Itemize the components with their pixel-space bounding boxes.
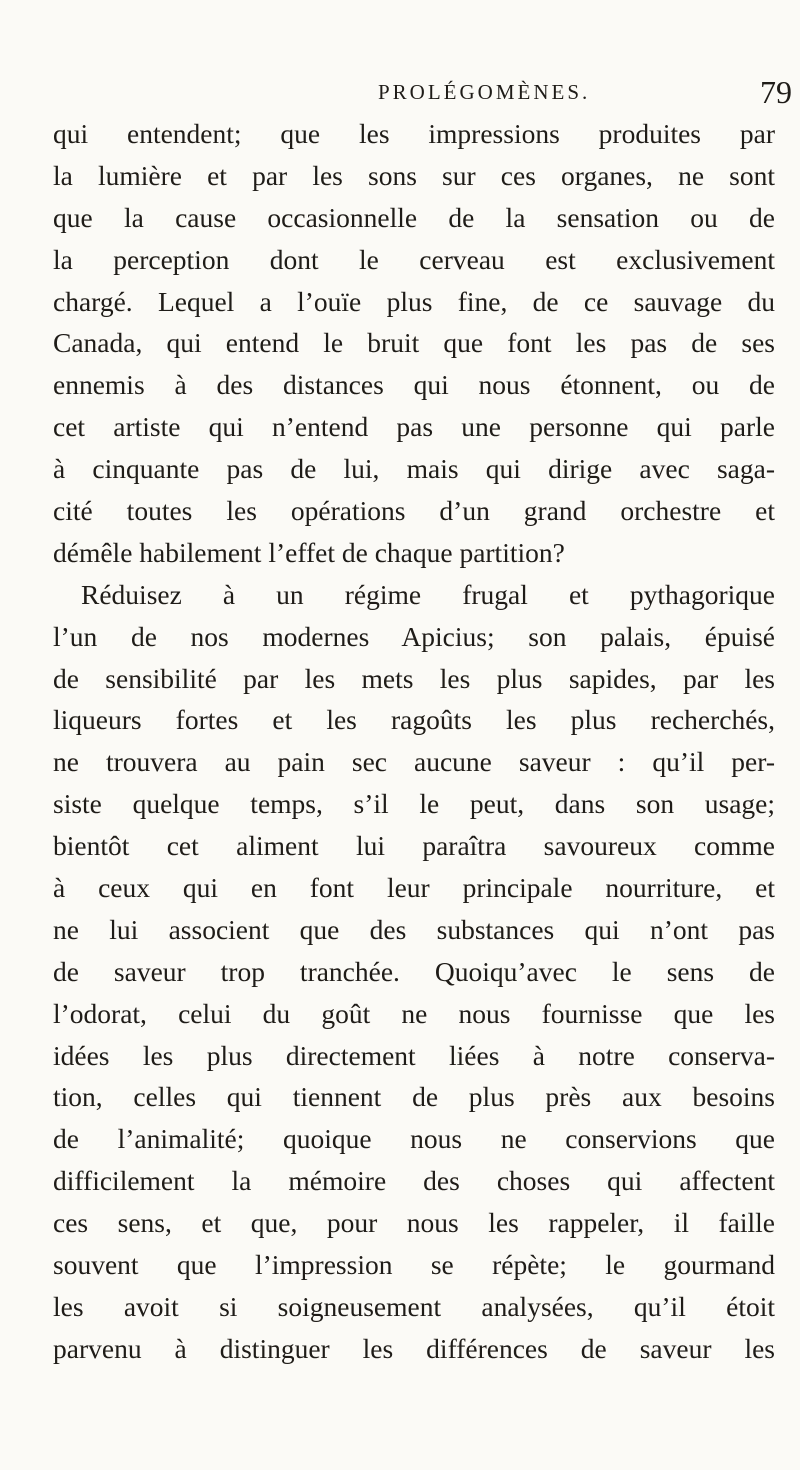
text-line-25: de l’animalité; quoique nous ne conservions que <box>53 1123 775 1155</box>
body-text <box>53 113 775 1370</box>
text-line-16: ne trouvera au pain sec aucune saveur : qu’il per- <box>53 746 775 778</box>
text-line-5: chargé. Lequel a l’ouïe plus fine, de ce sauvage du <box>53 285 775 317</box>
text-line-3: que la cause occasionnelle de la sensation ou de <box>53 201 775 233</box>
text-line-17: siste quelque temps, s’il le peut, dans son usage; <box>53 788 775 820</box>
text-line-18: bientôt cet aliment lui paraîtra savoureux comme <box>53 830 775 862</box>
text-line-27: ces sens, et que, pour nous les rappeler, il faille <box>53 1207 775 1239</box>
text-line-2: la lumière et par les sons sur ces organes, ne sont <box>53 159 775 191</box>
text-line-10: cité toutes les opérations d’un grand orchestre et <box>53 495 775 527</box>
page-number: 79 <box>760 74 792 110</box>
running-head <box>0 74 800 114</box>
text-line-22: l’odorat, celui du goût ne nous fournisse que les <box>53 997 775 1029</box>
text-line-8: cet artiste qui n’entend pas une personne qui parle <box>53 411 775 443</box>
text-line-12: Réduisez à un régime frugal et pythagorique <box>81 578 775 610</box>
text-line-26: difficilement la mémoire des choses qui affectent <box>53 1165 775 1197</box>
text-line-29: les avoit si soigneusement analysées, qu’il étoit <box>53 1290 775 1322</box>
text-line-6: Canada, qui entend le bruit que font les pas de ses <box>53 327 775 359</box>
text-line-11: démêle habilement l’effet de chaque partition? <box>53 536 565 568</box>
running-title: PROLÉGOMÈNES. <box>378 80 591 104</box>
text-line-15: liqueurs fortes et les ragoûts les plus recherchés, <box>53 704 775 736</box>
text-line-23: idées les plus directement liées à notre conserva- <box>53 1039 775 1071</box>
text-line-20: ne lui associent que des substances qui n’ont pas <box>53 913 775 945</box>
text-line-19: à ceux qui en font leur principale nourriture, et <box>53 872 775 904</box>
text-line-21: de saveur trop tranchée. Quoiqu’avec le sens de <box>53 955 775 987</box>
text-line-30: parvenu à distinguer les différences de saveur les <box>53 1332 775 1364</box>
text-line-4: la perception dont le cerveau est exclusivement <box>53 243 775 275</box>
text-line-9: à cinquante pas de lui, mais qui dirige avec saga- <box>53 453 775 485</box>
text-line-24: tion, celles qui tiennent de plus près aux besoins <box>53 1081 775 1113</box>
text-line-13: l’un de nos modernes Apicius; son palais, épuisé <box>53 620 775 652</box>
text-line-14: de sensibilité par les mets les plus sapides, par les <box>53 662 775 694</box>
text-line-1: qui entendent; que les impressions produites par <box>53 118 775 149</box>
text-line-7: ennemis à des distances qui nous étonnent, ou de <box>53 369 775 401</box>
text-line-28: souvent que l’impression se répète; le gourmand <box>53 1249 775 1281</box>
